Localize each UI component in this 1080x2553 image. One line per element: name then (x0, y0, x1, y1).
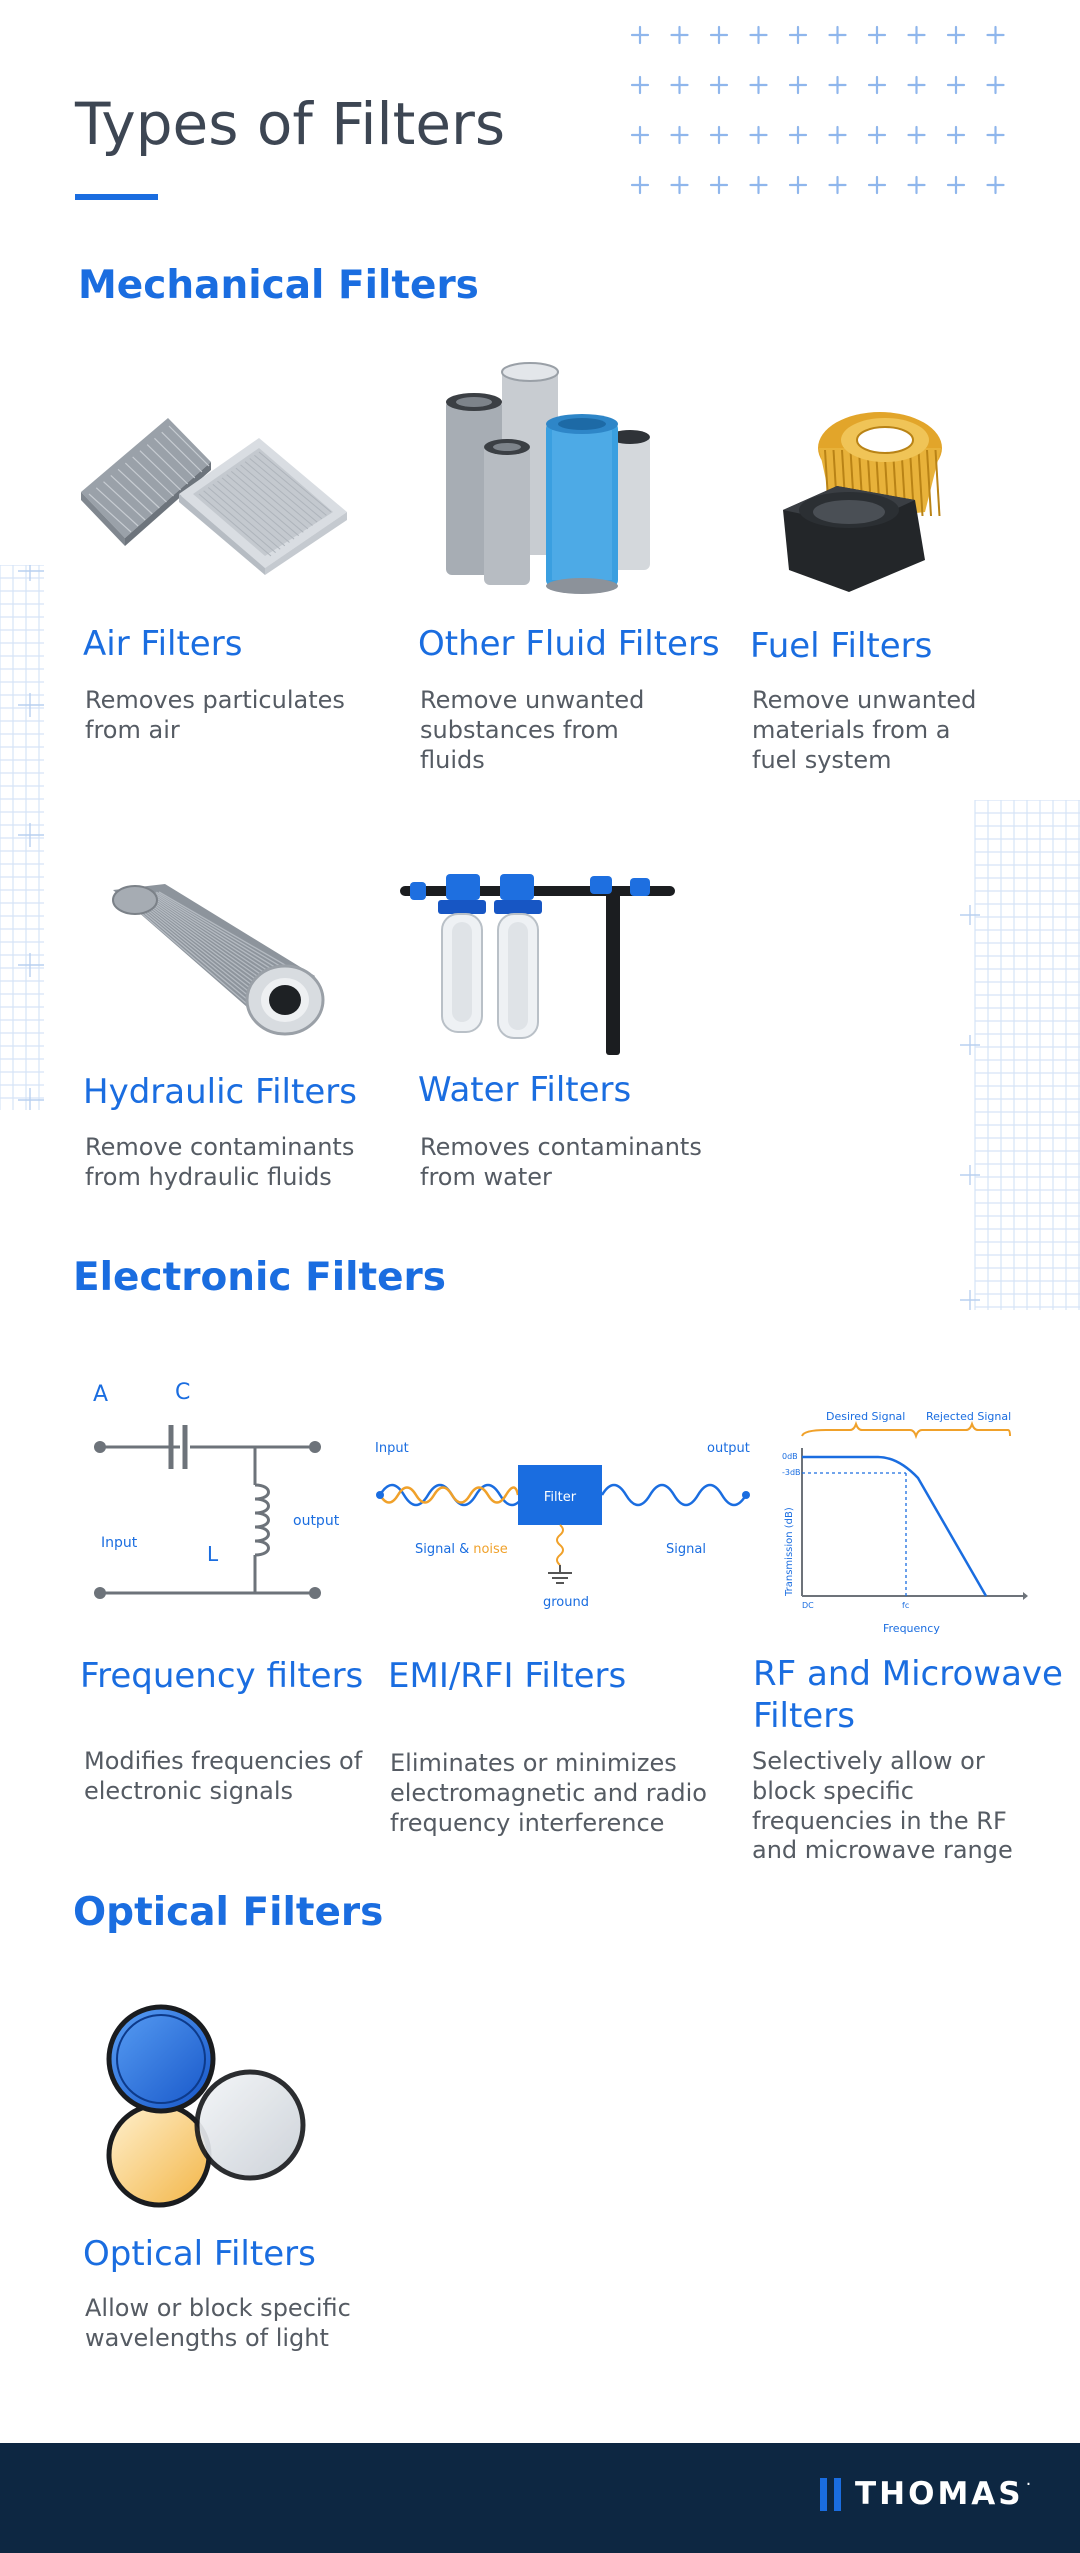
item-desc-fuel-filters: Remove unwanted materials from a fuel system (752, 686, 977, 774)
item-title-fuel-filters: Fuel Filters (750, 626, 933, 666)
svg-text:Signal &noise (415, 1542, 508, 1557)
water-filter-icon (400, 868, 680, 1058)
chart-label-rejected: Rejected Signal (926, 1410, 1012, 1423)
title-underline (75, 194, 158, 200)
thomas-logo-mark (820, 2478, 841, 2511)
chart-tick-dc: DC (802, 1601, 814, 1610)
item-desc-optical-filters: Allow or block specific wavelengths of light (85, 2294, 351, 2352)
circuit-label-input: Input (101, 1535, 138, 1551)
emi-filter-diagram (375, 1430, 750, 1615)
item-title-air-filters: Air Filters (83, 624, 243, 664)
lc-circuit-diagram (85, 1375, 355, 1610)
section-title-electronic: Electronic Filters (73, 1255, 446, 1300)
emi-label-input: Input (375, 1441, 409, 1456)
emi-label-signal-and: Signal & (415, 1542, 470, 1557)
hydraulic-filter-icon (95, 880, 330, 1035)
item-desc-hydraulic-filters: Remove contaminants from hydraulic fluids (85, 1133, 355, 1191)
fuel-filter-icon (775, 400, 965, 595)
item-title-rf-microwave-filters: RF and Microwave Filters (753, 1654, 1063, 1736)
section-title-optical: Optical Filters (73, 1890, 384, 1935)
circuit-label-output: output (293, 1513, 340, 1529)
item-desc-rf-microwave-filters: Selectively allow or block specific frequencies in the RF and microwave range (752, 1747, 1013, 1865)
thomas-logo-text: THOMAS (855, 2476, 1024, 2512)
emi-label-signal: Signal (666, 1542, 706, 1557)
circuit-label-c: C (175, 1380, 191, 1405)
circuit-label-a: A (93, 1382, 109, 1407)
item-title-frequency-filters: Frequency filters (80, 1656, 364, 1696)
emi-label-noise: noise (473, 1542, 508, 1557)
item-title-other-fluid-filters: Other Fluid Filters (418, 624, 720, 664)
item-title-optical-filters: Optical Filters (83, 2234, 316, 2274)
item-desc-air-filters: Removes particulates from air (85, 686, 345, 744)
chart-tick-3db: -3dB (782, 1468, 801, 1477)
emi-label-ground: ground (543, 1595, 589, 1610)
thomas-logo[interactable] (820, 2473, 1032, 2512)
page-title: Types of Filters (75, 90, 506, 158)
thomas-logo-trademark: · (1025, 2473, 1032, 2495)
plus-pattern-decoration (620, 18, 1020, 198)
frequency-response-chart (778, 1400, 1028, 1640)
chart-label-desired: Desired Signal (826, 1410, 906, 1423)
fluid-filter-icon (446, 363, 650, 594)
chart-tick-0db: 0dB (782, 1452, 798, 1461)
chart-axis-y: Transmission (dB) (784, 1507, 795, 1596)
air-filter-icon (75, 410, 350, 575)
emi-filter-box-label: Filter (543, 1490, 577, 1505)
item-desc-emi-rfi-filters: Eliminates or minimizes electromagnetic and radio frequency interference (390, 1749, 707, 1837)
grid-decoration-right (960, 800, 1080, 1310)
grid-decoration-left (0, 565, 44, 1110)
chart-tick-fc: fc (902, 1601, 910, 1610)
item-title-hydraulic-filters: Hydraulic Filters (83, 1072, 357, 1112)
chart-axis-x: Frequency (883, 1622, 940, 1635)
item-title-water-filters: Water Filters (418, 1070, 632, 1110)
emi-label-output: output (707, 1441, 750, 1456)
section-title-mechanical: Mechanical Filters (78, 263, 479, 308)
item-desc-water-filters: Removes contaminants from water (420, 1133, 702, 1191)
item-desc-frequency-filters: Modifies frequencies of electronic signals (84, 1747, 363, 1805)
item-title-emi-rfi-filters: EMI/RFI Filters (388, 1656, 627, 1696)
optical-filter-icon (105, 2003, 310, 2203)
item-desc-other-fluid-filters: Remove unwanted substances from fluids (420, 686, 645, 774)
circuit-label-l: L (207, 1542, 219, 1566)
